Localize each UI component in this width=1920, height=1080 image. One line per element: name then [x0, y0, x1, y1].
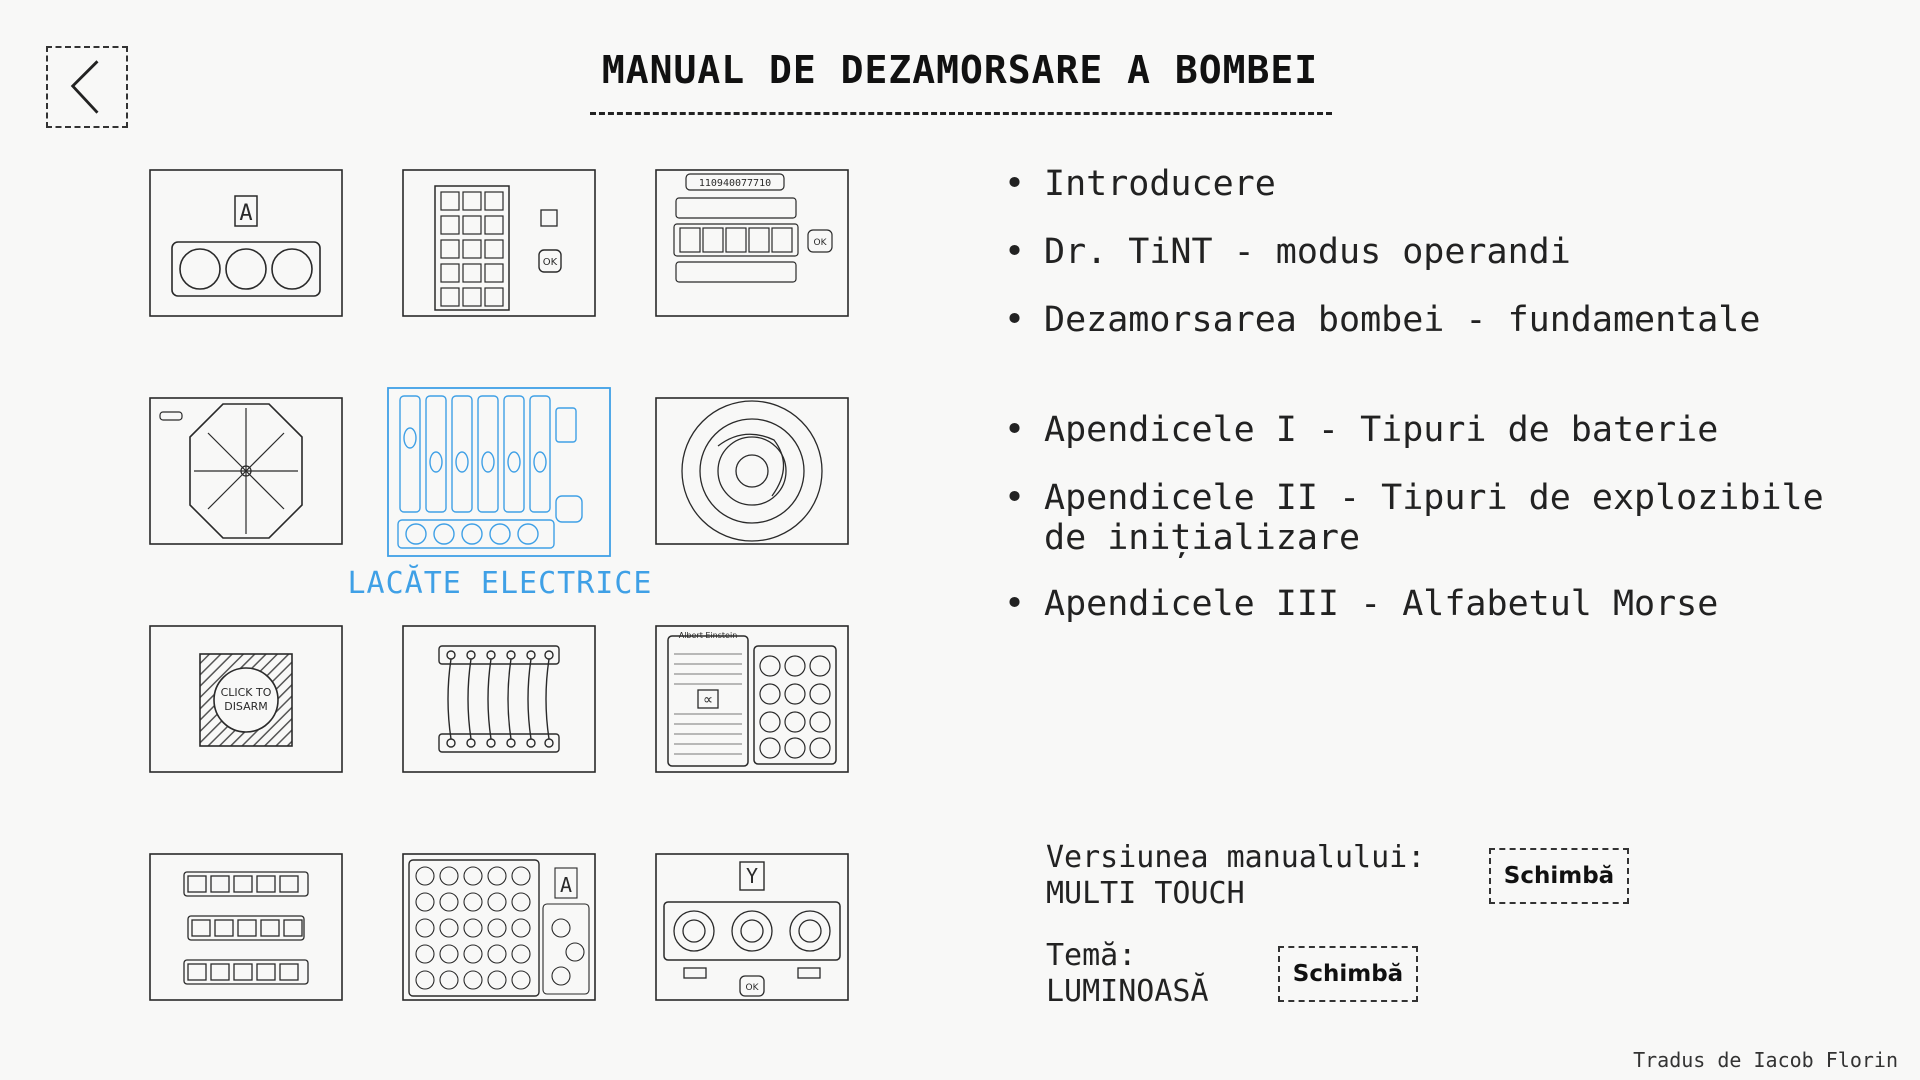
- translator-credit: Tradus de Iacob Florin: [1633, 1048, 1898, 1072]
- bullet: •: [1004, 584, 1026, 624]
- selected-module-label: LACĂTE ELECTRICE: [347, 566, 653, 601]
- module-maze-dial[interactable]: [654, 396, 850, 546]
- module-symbol-dials[interactable]: [148, 852, 344, 1002]
- bullet: •: [1004, 232, 1026, 272]
- theme-label: Temă:: [1046, 938, 1137, 973]
- module-simon-lights[interactable]: [148, 168, 344, 318]
- version-value: MULTI TOUCH: [1046, 876, 1245, 911]
- module-click-to-disarm[interactable]: [148, 624, 344, 774]
- toc-item-label: Apendicele III - Alfabetul Morse: [1044, 584, 1719, 624]
- title-divider: [590, 112, 1332, 115]
- einstein-label: Albert Einstein: [678, 631, 738, 640]
- code-number: 110940077710: [698, 178, 772, 189]
- toc-item-apendicele-i[interactable]: [1000, 410, 1880, 450]
- module-electric-locks[interactable]: [386, 386, 612, 558]
- ok-label: OK: [542, 257, 558, 268]
- module-circle-grid[interactable]: [401, 852, 597, 1002]
- bullet: •: [1004, 478, 1026, 518]
- module-keypad-grid[interactable]: [401, 168, 597, 318]
- bullet: •: [1004, 410, 1026, 450]
- toc-item-label: Apendicele II - Tipuri de explozibile de inițializare: [1044, 478, 1824, 558]
- disarm-label: DISARM: [224, 700, 268, 713]
- toc-item-apendicele-ii[interactable]: [1000, 478, 1880, 558]
- module-wires[interactable]: [401, 624, 597, 774]
- chevron-left-icon: [48, 48, 126, 126]
- toc-item-apendicele-iii[interactable]: [1000, 584, 1880, 624]
- toc-item-label: Dezamorsarea bombei - fundamentale: [1044, 300, 1761, 340]
- module-octagon-wheel[interactable]: [148, 396, 344, 546]
- click-to-label: CLICK TO: [220, 686, 272, 699]
- ok-label: OK: [745, 983, 759, 993]
- alpha-symbol: ∝: [702, 692, 714, 708]
- module-code-dials[interactable]: [654, 168, 850, 318]
- page-title: MANUAL DE DEZAMORSARE A BOMBEI: [601, 48, 1319, 92]
- version-label: Versiunea manualului:: [1046, 840, 1426, 875]
- module-einstein-keypad[interactable]: [654, 624, 850, 774]
- change-theme-button[interactable]: Schimbă: [1278, 946, 1418, 1002]
- change-version-button[interactable]: Schimbă: [1489, 848, 1629, 904]
- theme-value: LUMINOASĂ: [1046, 974, 1209, 1009]
- toc-item-introducere[interactable]: [1000, 164, 1880, 204]
- toc-item-fundamentale[interactable]: [1000, 300, 1880, 340]
- toc-item-modus-operandi[interactable]: [1000, 232, 1880, 272]
- module-letter-y: Y: [745, 864, 759, 888]
- bullet: •: [1004, 300, 1026, 340]
- toc-item-label: Dr. TiNT - modus operandi: [1044, 232, 1571, 272]
- module-knobs[interactable]: [654, 852, 850, 1002]
- module-letter: A: [559, 873, 573, 897]
- toc-item-label: Introducere: [1044, 164, 1276, 204]
- back-button[interactable]: [46, 46, 128, 128]
- module-letter: A: [239, 201, 253, 226]
- ok-label: OK: [813, 238, 827, 248]
- toc-item-label: Apendicele I - Tipuri de baterie: [1044, 410, 1719, 450]
- bullet: •: [1004, 164, 1026, 204]
